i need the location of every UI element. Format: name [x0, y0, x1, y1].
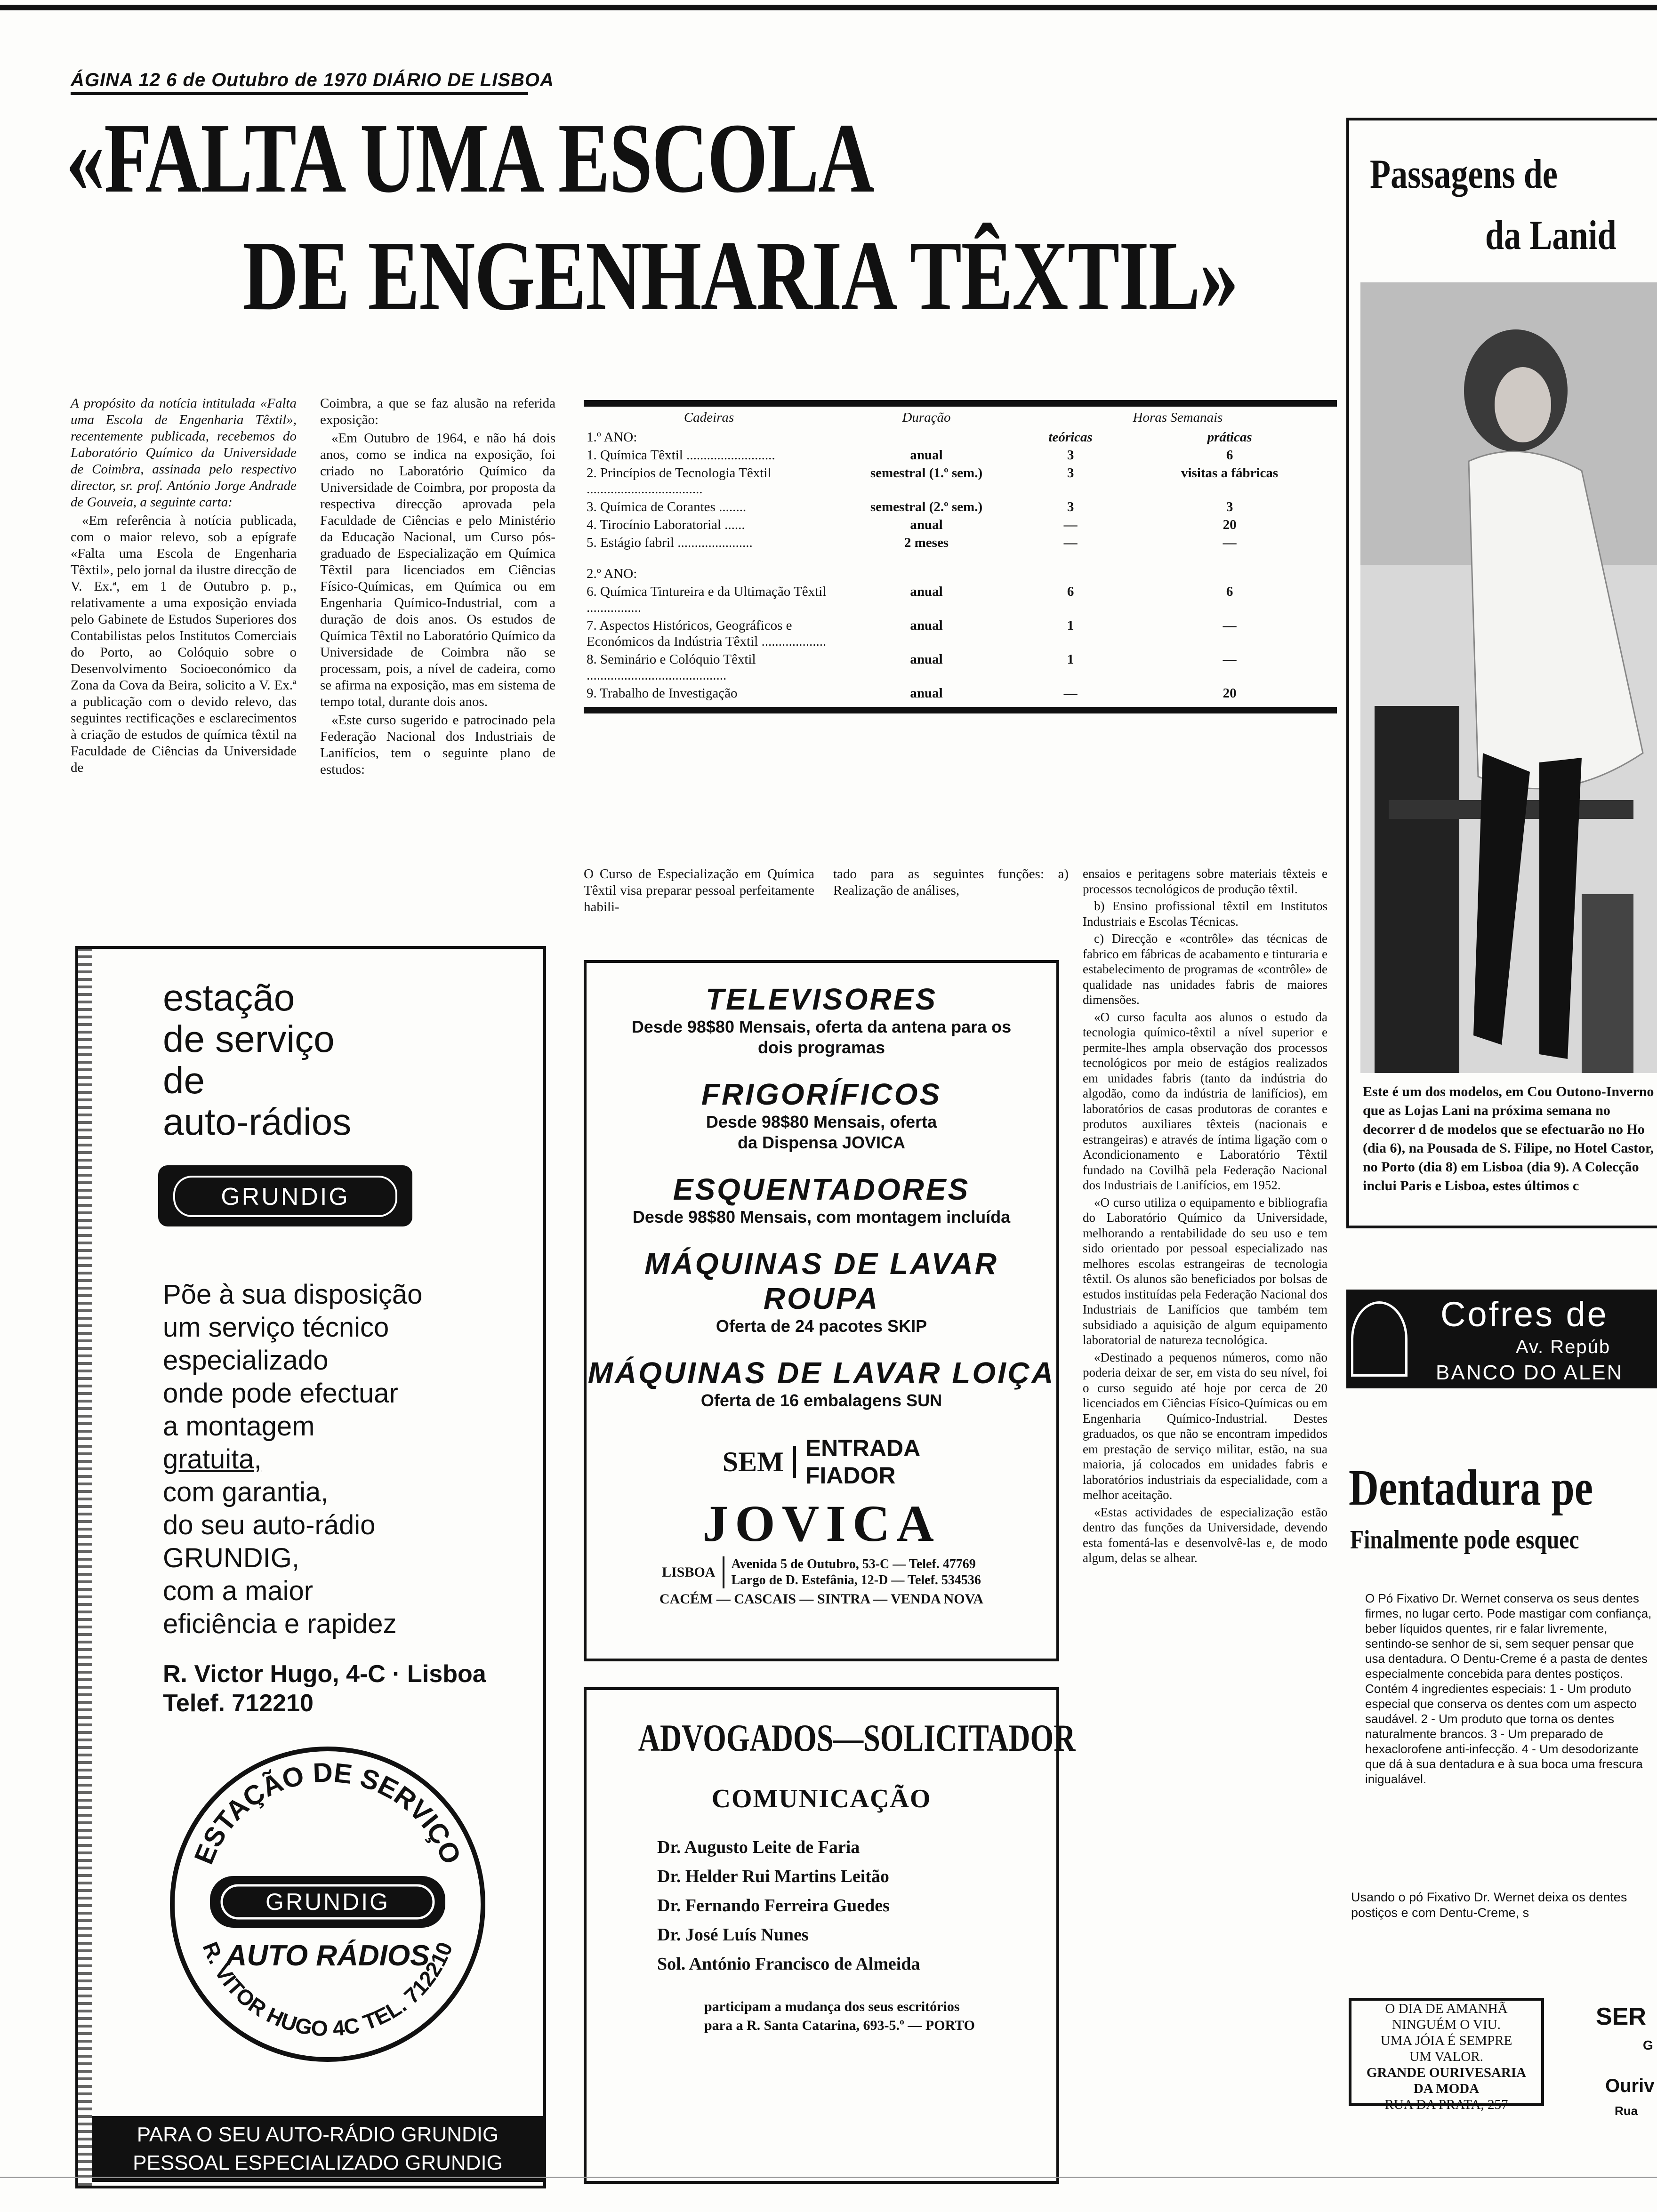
bottom-rule — [0, 2177, 1657, 2178]
cofres-title: Cofres de — [1440, 1295, 1609, 1334]
phone: Telef. 712210 — [163, 1690, 314, 1717]
masthead-rule — [71, 92, 528, 95]
body-line: Põe à sua disposição — [163, 1279, 423, 1310]
footer-line: para a R. Santa Catarina, 693-5.º — PORTO — [704, 2018, 975, 2033]
col-header-teoricas: teóricas — [1048, 430, 1093, 445]
item-sub: Oferta de 16 embalagens SUN — [700, 1391, 942, 1410]
article-paragraph: «O curso utiliza o equipamento e bibliografia do Laboratório Químico da Universidade, melhorando a rentabilidade do seu uso e tem sido orientado por pessoal especializado nas melhores escolas estrangeiras de tecnologia têxtil. Os alunos são beneficiados por bolsas de estudos instituídas pela Federação Nacional dos Industriais de Lanifícios que também tem subsidiado a aquisição de algum equipamento laboratorial de natureza tecnológica. — [1083, 1195, 1327, 1347]
table-row — [584, 534, 1337, 552]
table-row — [584, 516, 1337, 534]
year-label: 2.º ANO: — [587, 566, 637, 581]
duration: anual — [910, 584, 943, 599]
advogados-ad — [584, 1687, 1076, 2184]
ourivesaria-ad — [1349, 1998, 1544, 2112]
headline-line-1: «FALTA UMA ESCOLA — [66, 103, 874, 213]
jovica-ad — [584, 960, 1059, 1661]
item-heading: MÁQUINAS DE LAVAR ROUPA — [644, 1247, 998, 1315]
jovica-item — [587, 1172, 1056, 1227]
plan-table — [584, 407, 1337, 702]
ourives-line: RUA DA PRATA, 257 — [1384, 2097, 1508, 2112]
seal-logo-text: GRUNDIG — [265, 1889, 390, 1915]
grundig-ad — [75, 946, 546, 2188]
sem-entrada — [587, 1435, 1056, 1489]
duration: semestral (2.º sem.) — [870, 499, 983, 514]
fashion-photo — [1360, 282, 1657, 1073]
body-line: gratuita, — [163, 1444, 262, 1475]
grundig-body — [163, 1278, 422, 1641]
body-line: do seu auto-rádio — [163, 1510, 376, 1540]
title-line: de — [163, 1059, 205, 1101]
table-row — [584, 498, 1337, 516]
duration: semestral (1.º sem.) — [870, 465, 983, 481]
dentadura-footer: Usando o pó Fixativo Dr. Wernet deixa os dentes postiços e com Dentu-Creme, s — [1351, 1890, 1627, 1920]
grundig-seal — [163, 1739, 492, 2069]
body-line: a montagem — [163, 1411, 315, 1442]
jovica-item — [587, 982, 1056, 1058]
address-line: Largo de D. Estefânia, 12-D — Telef. 534536 — [731, 1573, 981, 1587]
masthead: ÁGINA 12 6 de Outubro de 1970 DIÁRIO DE LISBOA — [71, 70, 554, 90]
article-paragraph: «Em Outubro de 1964, e não há dois anos, como se indica na exposição, foi criado no Laboratório Químico da Universidade de Coimbra, por proposta da respectiva direcção aprovada pela Faculdade de Ciências e pelo Ministério da Educação Nacional, um Curso pós-graduado de Especialização em Química Têxtil para licenciados em Ciências Físico-Químicas, em Química ou em Engenharia Químico-Industrial, com a duração de dois anos. Os estudos de Química Têxtil no Laboratório Químico da Universidade de Coimbra não se processam, pois, a nível de cadeira, como se afirma na exposição, mas em sistema de tempo total, durante dois anos. — [320, 431, 555, 709]
body-line: GRUNDIG, — [163, 1543, 299, 1573]
table-bottom-rule — [584, 707, 1337, 713]
hours-practice: 20 — [1223, 686, 1237, 701]
subject: 3. Química de Corantes ........ — [587, 499, 747, 514]
hours-theory: 3 — [1067, 448, 1074, 463]
col-header-horas: Horas Semanais — [1133, 410, 1223, 425]
photo-caption: Este é um dos modelos, em Cou Outono-Inverno que as Lojas Lani na próxima semana no decorrer d de modelos que se efectuarão no Ho (dia 6), na Pousada de S. Filipe, no Hotel Castor, no Porto (dia 8) em Lisboa (dia 9). A Colecção inclui Paris e Lisboa, estes últimos c — [1363, 1084, 1654, 1194]
advogados-title: ADVOGADOS—SOLICITADOR — [638, 1716, 1076, 1759]
passagens-title-1: Passagens de — [1370, 152, 1558, 197]
subject: 4. Tirocínio Laboratorial ...... — [587, 517, 745, 532]
body-line: especializado — [163, 1345, 329, 1376]
article-column-5 — [1083, 866, 1327, 1568]
table-row — [584, 650, 1337, 684]
hours-practice: — — [1223, 652, 1237, 667]
article-paragraph: b) Ensino profissional têxtil em Institutos Industriais e Escolas Técnicas. — [1083, 899, 1327, 929]
hours-theory: — — [1063, 686, 1078, 701]
item-sub: Desde 98$80 Mensais, oferta da Dispensa JOVICA — [706, 1112, 937, 1152]
hours-theory: — — [1063, 517, 1078, 532]
title-line: de serviço — [163, 1018, 335, 1060]
hours-theory: — — [1063, 535, 1078, 550]
passagens-title-2: da Lanid — [1485, 213, 1617, 258]
subject: 2. Princípios de Tecnologia Têxtil .................................. — [587, 465, 772, 497]
lawyer-name: Dr. José Luís Nunes — [657, 1925, 809, 1945]
hours-practice: — — [1223, 535, 1237, 550]
article-intro: A propósito da notícia intitulada «Falta uma Escola de Engenharia Têxtil», recentemente publicada, recebemos do Laboratório Químico da Universidade de Coimbra, assinada pelo respectivo director, sr. prof. António Jorge Andrade de Gouveia, a seguinte carta: — [71, 396, 297, 510]
body-line: eficiência e rapidez — [163, 1609, 397, 1639]
dentadura-body: O Pó Fixativo Dr. Wernet conserva os seus dentes firmes, no lugar certo. Pode mastigar com confiança, beber líquidos quentes, rir e falar livremente, sentindo-se senhor de si, sem sequer pensar que usa dentadura. O Dentu-Creme é a pasta de dentes especialmente concebida para dentes postiços. Contém 4 ingredientes especiais: 1 - Um produto especial que conserva os dentes com um aspecto saudável. 2 - Um produto que torna os dentes naturalmente brancos. 3 - Um preparado de hexaclorofene anti-infecção. 4 - Um desodorizante que dá à sua dentadura e à sua boca uma frescura inigualável. — [1365, 1591, 1652, 1786]
duration: anual — [910, 618, 943, 633]
entrada-fiador — [796, 1435, 920, 1489]
article-paragraph: c) Direcção e «contrôle» das técnicas de fabrico em fábricas de acabamento e tinturaria e estabelecimento de programas de «contrôle» de qualidade nas unidades fabris de maiores dimensões. — [1083, 931, 1327, 1007]
subject: 6. Química Tintureira e da Ultimação Têxtil ................ — [587, 584, 827, 615]
ourives-line: O DIA DE AMANHÃ — [1385, 2001, 1508, 2016]
table-row — [584, 583, 1337, 617]
article-paragraph: «Destinado a pequenos números, como não poderia deixar de ser, em vista do seu nível, foi o curso seguido até hoje por cerca de 20 licenciados em Ciências Físico-Químicas ou em Engenharia Químico-Industrial. Destes graduados, os que não se encontram impedidos em prestação de serviço militar, estão, na sua maioria, já colocados em unidades fabris e laboratórios industriais da especialidade, com a melhor aceitação. — [1083, 1350, 1327, 1502]
jovica-item — [587, 1355, 1056, 1411]
item-heading: ESQUENTADORES — [673, 1172, 970, 1206]
hours-practice: 6 — [1226, 584, 1233, 599]
grundig-title — [163, 977, 351, 1143]
jovica-addresses — [587, 1556, 1056, 1588]
top-rule — [0, 5, 1657, 10]
hours-practice: 3 — [1226, 499, 1233, 514]
subject: 7. Aspectos Históricos, Geográficos e Económicos da Indústria Têxtil ................... — [587, 618, 827, 649]
lawyer-name: Dr. Helder Rui Martins Leitão — [657, 1867, 889, 1886]
hours-practice: visitas a fábricas — [1181, 465, 1279, 481]
entrada: ENTRADA — [805, 1435, 921, 1461]
grundig-logo-text: GRUNDIG — [173, 1176, 397, 1217]
dentadura-subtitle: Finalmente pode esquec — [1350, 1525, 1579, 1555]
hours-practice: 6 — [1226, 448, 1233, 463]
ourives-line: DA MODA — [1413, 2081, 1480, 2096]
footer-line: PESSOAL ESPECIALIZADO GRUNDIG — [133, 2151, 503, 2174]
address: R. Victor Hugo, 4-C · Lisboa — [163, 1660, 486, 1688]
model-illustration — [1360, 282, 1657, 1073]
title-line: auto-rádios — [163, 1101, 352, 1143]
duration: anual — [910, 517, 943, 532]
jovica-item — [587, 1246, 1056, 1337]
article-paragraph: «Em referência à notícia publicada, com o maior relevo, sob a epígrafe «Falta uma Escola de Engenharia Têxtil», pelo jornal da ilustre direcção de V. Ex.ª, em 1 de Outubro p. p., relativamente a uma exposição enviada pelo Gabinete de Estudos Superiores dos Contabilistas pelos Institutos Comerciais do Porto, ao Colóquio sobre o Desenvolvimento Socioeconómico da Zona da Cova da Beira, solicito a V. Ex.ª a publicação com o devido relevo, das seguintes rectificações e esclarecimentos à criação de estudos de química têxtil na Faculdade de Ciências da Universidade de — [71, 513, 297, 775]
seal-bottom-text: R. VITOR HUGO 4C TEL. 712210 — [198, 1938, 458, 2041]
footer-line: participam a mudança dos seus escritórios — [704, 1999, 960, 2014]
table-top-rule — [584, 400, 1337, 407]
duration: anual — [910, 686, 943, 701]
article-paragraph: «O curso faculta aos alunos o estudo da tecnologia químico-têxtil a nível superior e permite-lhes ampla observação dos processos tecnológicos por meio de estágios realizados em unidades fabris (tanto da indústria do algodão, como da indústria de lanifícios), em laboratórios de casas produtoras de corantes e produtos auxiliares têxteis (nacionais e estrangeiras) e através de íntima ligação com o Acondicionamento e Laboratório Têxtil fundado na Covilhã pela Federação Nacional dos Industriais de Lanifícios, em 1952. — [1083, 1010, 1327, 1192]
table-row — [584, 446, 1337, 464]
item-sub: Oferta de 24 pacotes SKIP — [716, 1316, 927, 1336]
hours-theory: 6 — [1067, 584, 1074, 599]
ourives-line: GRANDE OURIVESARIA — [1366, 2065, 1527, 2080]
item-heading: MÁQUINAS DE LAVAR LOIÇA — [587, 1356, 1055, 1390]
fiador: FIADOR — [805, 1462, 896, 1489]
address-block — [723, 1556, 981, 1588]
cofres-ad — [1346, 1290, 1657, 1388]
lawyer-name: Sol. António Francisco de Almeida — [657, 1954, 920, 1974]
edge-ad-text: Ouriv — [1605, 2076, 1655, 2096]
lawyer-list — [657, 1833, 1056, 1979]
edge-ad-text: Rua — [1615, 2104, 1638, 2118]
table-row — [584, 684, 1337, 702]
article-paragraph: «Este curso sugerido e patrocinado pela Federação Nacional dos Industriais de Lanifícios, tem o seguinte plano de estudos: — [320, 713, 555, 777]
body-line: um serviço técnico — [163, 1312, 389, 1343]
item-sub: Desde 98$80 Mensais, com montagem incluída — [632, 1207, 1011, 1226]
edge-ad-title: SER — [1596, 2003, 1646, 2030]
body-line: com a maior — [163, 1576, 314, 1606]
subject: 9. Trabalho de Investigação — [587, 686, 738, 701]
advogados-footer — [704, 1997, 1056, 2035]
city: LISBOA — [662, 1564, 716, 1580]
ad-edge-texture — [78, 949, 92, 2186]
duration: 2 meses — [904, 535, 949, 550]
address-line: Avenida 5 de Outubro, 53-C — Telef. 47769 — [731, 1557, 976, 1571]
subject: 5. Estágio fabril ...................... — [587, 535, 753, 550]
hours-theory: 1 — [1067, 618, 1074, 633]
item-heading: FRIGORÍFICOS — [701, 1077, 942, 1111]
title-line: estação — [163, 977, 295, 1018]
study-plan-table — [584, 400, 1337, 713]
dentadura-title: Dentadura pe — [1349, 1460, 1593, 1516]
col-header-praticas: práticas — [1207, 430, 1252, 445]
article-paragraph: ensaios e peritagens sobre materiais têxteis e processos tecnológicos de produção têxtil. — [1083, 866, 1327, 896]
ourives-line: UMA JÓIA É SEMPRE — [1380, 2033, 1512, 2048]
hours-theory: 3 — [1067, 499, 1074, 514]
subject: 1. Química Têxtil .......................... — [587, 448, 775, 463]
jovica-brand: JOVICA — [702, 1495, 941, 1552]
hours-practice: — — [1223, 618, 1237, 633]
duration: anual — [910, 652, 943, 667]
grundig-contact — [163, 1659, 486, 1718]
subject: 8. Seminário e Colóquio Têxtil ......................................... — [587, 652, 756, 683]
seal-mid-text: AUTO RÁDIOS — [225, 1940, 430, 1972]
advogados-subtitle: COMUNICAÇÃO — [711, 1784, 932, 1813]
article-paragraph: «Estas actividades de especialização estão dentro das funções da Universidade, devendo esta fomentá-las e desenvolvê-las e, de modo algum, delas se alhear. — [1083, 1505, 1327, 1565]
footer-line: PARA O SEU AUTO-RÁDIO GRUNDIG — [137, 2123, 499, 2146]
duration: anual — [910, 448, 943, 463]
article-paragraph: Coimbra, a que se faz alusão na referida exposição: — [320, 396, 555, 427]
year-label: 1.º ANO: — [587, 430, 637, 445]
edge-ad-text: G — [1643, 2038, 1653, 2052]
ourives-line: NINGUÉM O VIU. — [1392, 2017, 1501, 2032]
seal-top-text: ESTAÇÃO DE SERVIÇO — [188, 1757, 467, 1869]
cofres-address: Av. Repúb — [1516, 1337, 1611, 1357]
bank-name: BANCO DO ALEN — [1436, 1361, 1624, 1384]
item-sub: Desde 98$80 Mensais, oferta da antena para os dois programas — [631, 1017, 1012, 1057]
table-row — [584, 617, 1337, 650]
body-line: com garantia, — [163, 1477, 329, 1507]
grundig-footer — [92, 2116, 543, 2182]
article-column-4: tado para as seguintes funções: a) Realização de análises, — [833, 866, 1069, 898]
grundig-logo — [158, 1165, 412, 1226]
col-header-duracao: Duração — [902, 410, 951, 425]
bank-logo-icon — [1351, 1301, 1408, 1377]
lawyer-name: Dr. Fernando Ferreira Guedes — [657, 1896, 890, 1915]
ourives-line: UM VALOR. — [1409, 2049, 1483, 2064]
sem-text: SEM — [723, 1446, 796, 1478]
hours-theory: 3 — [1067, 465, 1074, 481]
lawyer-name: Dr. Augusto Leite de Faria — [657, 1837, 860, 1857]
table-row — [584, 464, 1337, 498]
body-line: onde pode efectuar — [163, 1378, 398, 1409]
branches: CACÉM — CASCAIS — SINTRA — VENDA NOVA — [659, 1591, 984, 1607]
article-column-3: O Curso de Especialização em Química Têxtil visa preparar pessoal perfeitamente habili- — [584, 866, 814, 914]
hours-practice: 20 — [1223, 517, 1237, 532]
headline-line-2: DE ENGENHARIA TÊXTIL» — [242, 220, 1238, 331]
hours-theory: 1 — [1067, 652, 1074, 667]
item-heading: TELEVISORES — [705, 982, 938, 1016]
article-column-1 — [71, 395, 297, 778]
col-header-cadeiras: Cadeiras — [684, 410, 734, 425]
article-column-2 — [320, 395, 555, 780]
jovica-item — [587, 1077, 1056, 1153]
